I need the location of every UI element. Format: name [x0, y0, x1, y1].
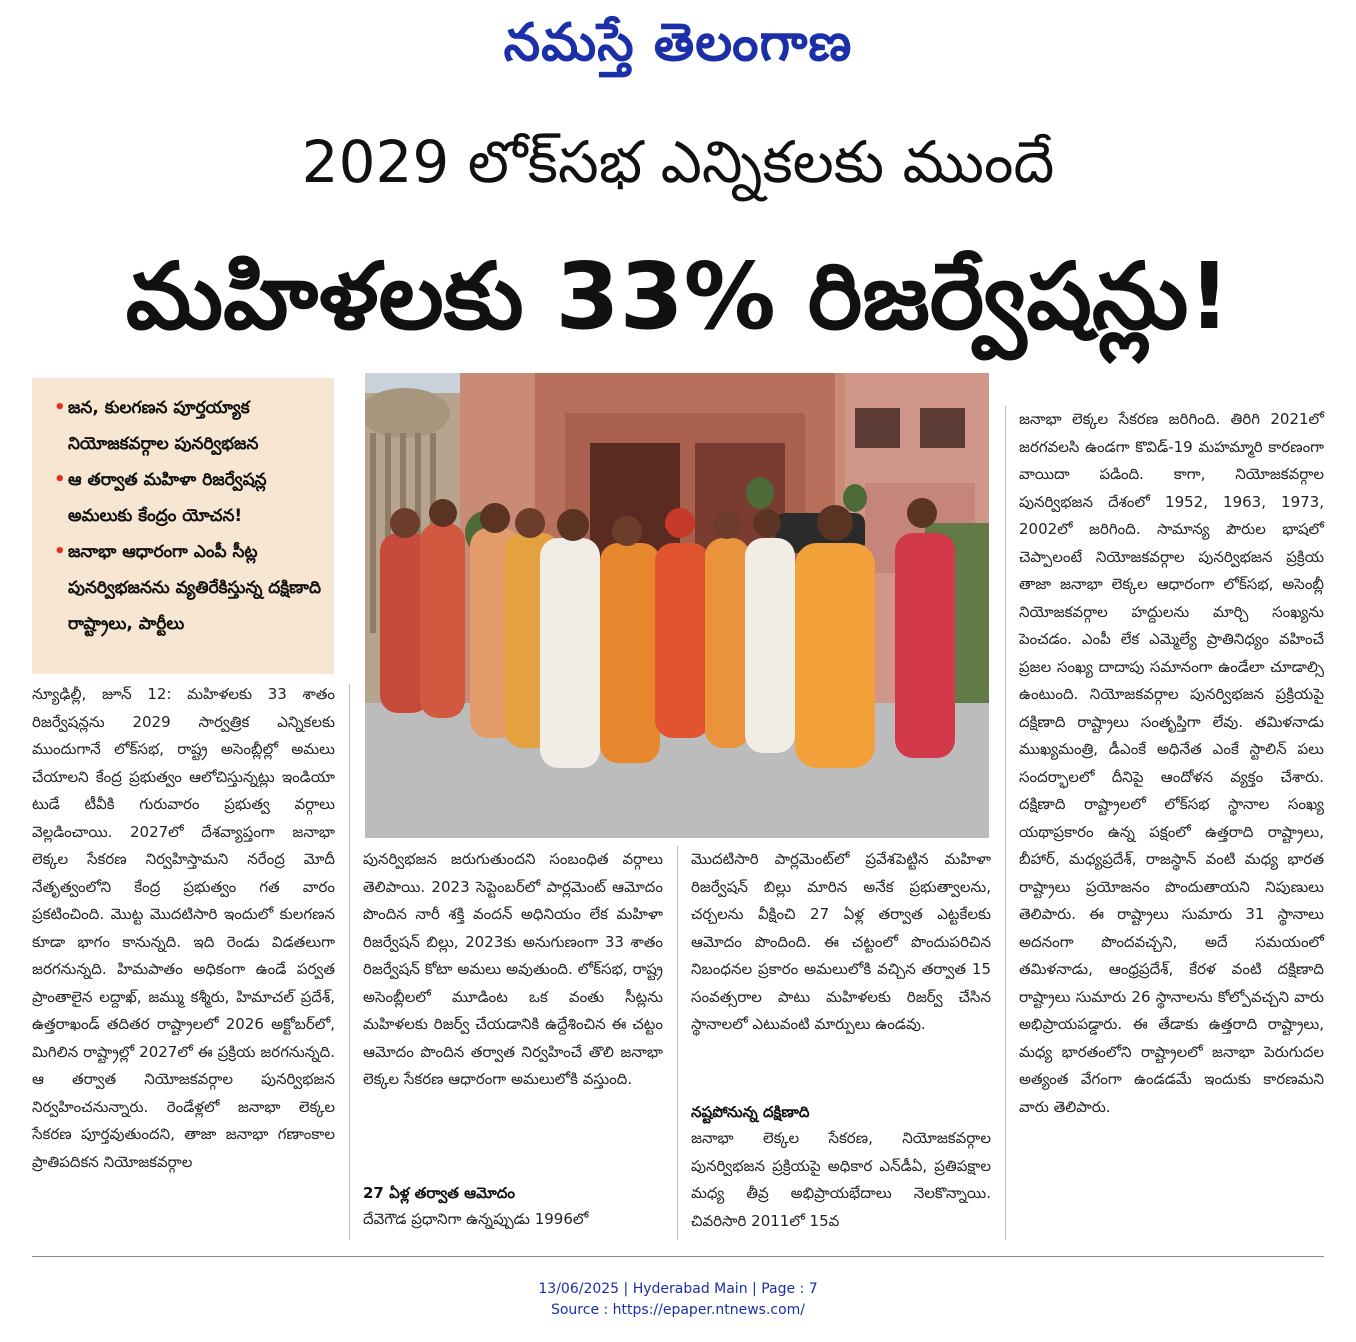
- bullet-icon: •: [54, 469, 66, 490]
- news-photo: [365, 373, 989, 838]
- subheading-south: నష్టపోనున్న దక్షిణాది: [691, 1103, 810, 1121]
- footer-date-edition: 13/06/2025 | Hyderabad Main | Page : 7: [538, 1281, 818, 1297]
- highlight-item: • ఆ తర్వాత మహిళా రిజర్వేషన్ల అమలుకు కేంద్రం యోచన!: [54, 462, 324, 534]
- footer-rule: [32, 1256, 1324, 1257]
- bullet-icon: •: [54, 541, 66, 562]
- article-column-1: న్యూఢిల్లీ, జూన్ 12: మహిళలకు 33 శాతం రిజర్వేషన్లను 2029 సార్వత్రిక ఎన్నికలకు ముందుగానే లోక్‌సభ, రాష్ట్ర అసెంబ్లీల్లో అమలు చేయాలని కేంద్ర ప్రభుత్వం ఆలోచిస్తున్నట్లు ఇండియా టుడే టీవీకి గురువారం ప్రభుత్వ వర్గాలు వెల్లడించాయి. 2027లో దేశవ్యాప్తంగా జనాభా లెక్కల సేకరణ నిర్వహిస్తామని నరేంద్ర మోదీ నేతృత్వంలోని కేంద్ర ప్రభుత్వం గత వారం ప్రకటించింది. మొట్ట మొదటిసారి ఇందులో కులగణన కూడా భాగం కానున్నది. ఇది రెండు విడతలుగా జరగనున్నది. హిమపాతం అధికంగా ఉండే పర్వత ప్రాంతాలైన లద్దాఖ్, జమ్ము కశ్మీరు, హిమాచల్ ప్రదేశ్, ఉత్తరాఖండ్ తదితర రాష్ట్రాలలో 2026 అక్టోబర్‌లో, మిగిలిన రాష్ట్రాల్లో 2027లో ఈ ప్రక్రియ జరగనున్నది. ఆ తర్వాత నియోజకవర్గాల పునర్విభజన నిర్వహించనున్నారు. రెండేళ్లలో జనాభా లెక్కల సేకరణ పూర్తవుతుందని, తాజా జనాభా గణాంకాల ప్రాతిపదికన నియోజకవర్గాల: [32, 685, 335, 1171]
- article-column-2: పునర్విభజన జరుగుతుందని సంబంధిత వర్గాలు తెలిపాయి. 2023 సెప్టెంబర్‌లో పార్లమెంట్ ఆమోదం పొందిన నారీ శక్తి వందన్ అధినియం లేక మహిళా రిజర్వేషన్ బిల్లు, 2023కు అనుగుణంగా 33 శాతం రిజర్వేషన్ కోటా అమలు అవుతుంది. లోక్‌సభ, రాష్ట్ర అసెంబ్లీలలో మూడింట ఒక వంతు సీట్లను మహిళలకు రిజర్వ్ చేయడానికి ఉద్దేశించిన ఈ చట్టం ఆమోదం పొందిన తర్వాత నిర్వహించే తొలి జనాభా లెక్కల సేకరణ ఆధారంగా అమలులోకి వస్తుంది.: [363, 850, 663, 1088]
- highlights-box: [32, 378, 334, 674]
- masthead: [0, 8, 1356, 78]
- column-divider: [1005, 406, 1006, 1240]
- subheading-approval: 27 ఏళ్ల తర్వాత ఆమోదం: [363, 1184, 515, 1202]
- column-divider: [349, 684, 350, 1240]
- column-divider: [677, 846, 678, 1240]
- article-column-3: మొదటిసారి పార్లమెంట్‌లో ప్రవేశపెట్టిన మహిళా రిజర్వేషన్ బిల్లు మారిన అనేక ప్రభుత్వాలను, చర్చలను వీక్షించి 27 ఏళ్ల తర్వాత ఎట్టకేలకు ఆమోదం పొందింది. ఈ చట్టంలో పొందుపరిచిన నిబంధనల ప్రకారం అమలులోకి వచ్చిన తర్వాత 15 సంవత్సరాల పాటు మహిళలకు రిజర్వ్ చేసిన స్థానాలలో ఎటువంటి మార్పులు ఉండవు.: [691, 850, 991, 1033]
- highlight-item: • జన, కులగణన పూర్తయ్యాక నియోజకవర్గాల పునర్విభజన: [54, 390, 324, 462]
- kicker-headline: 2029 లోక్‌సభ ఎన్నికలకు ముందే: [301, 128, 1055, 196]
- newspaper-logo: నమస్తే తెలంగాణ: [503, 13, 853, 73]
- article-column-2b: దేవెగౌడ ప్రధానిగా ఉన్నప్పుడు 1996లో: [363, 1210, 589, 1228]
- footer-source: Source : https://epaper.ntnews.com/: [550, 1302, 806, 1318]
- article-column-3b: జనాభా లెక్కల సేకరణ, నియోజకవర్గాల పునర్విభజన ప్రక్రియపై అధికార ఎన్‌డీఏ, ప్రతిపక్షాల మధ్య తీవ్ర అభిప్రాయభేదాలు నెలకొన్నాయి. చివరిసారి 2011లో 15వ: [691, 1129, 991, 1230]
- article-column-4: జనాభా లెక్కల సేకరణ జరిగింది. తిరిగి 2021లో జరగవలసి ఉండగా కొవిడ్-19 మహమ్మారి కారణంగా వాయిదా పడింది. కాగా, నియోజకవర్గాల పునర్విభజన దేశంలో 1952, 1963, 1973, 2002లో జరిగింది. సామాన్య పౌరుల భాషలో చెప్పాలంటే నియోజకవర్గాల పునర్విభజన ప్రక్రియ తాజా జనాభా లెక్కల ఆధారంగా లోక్‌సభ, అసెంబ్లీ నియోజకవర్గాల హద్దులను మార్చి సంఖ్యను పెంచడం. ఎంపీ లేక ఎమ్మెల్యే ప్రాతినిధ్యం వహించే ప్రజల సంఖ్య దాదాపు సమానంగా ఉండేలా చూడాల్సి ఉంటుంది. నియోజకవర్గాల పునర్విభజన ప్రక్రియపై దక్షిణాది రాష్ట్రాలు సంతృప్తిగా లేవు. తమిళనాడు ముఖ్యమంత్రి, డీఎంకే అధినేత ఎంకే స్టాలిన్ పలు సందర్భాలలో దీనిపై ఆందోళన వ్యక్తం చేశారు. దక్షిణాది రాష్ట్రాలలో లోక్‌సభ స్థానాల సంఖ్య యథాప్రకారం ఉన్న పక్షంలో ఉత్తరాది రాష్ట్రాలు, బీహార్, మధ్యప్రదేశ్, రాజస్థాన్ వంటి మధ్య భారత రాష్ట్రాలు ప్రయోజనం పొందుతాయని నిపుణులు తెలిపారు. ఈ రాష్ట్రాలు సుమారు 31 స్థానాలు అదనంగా పొందవచ్చని, అదే సమయంలో తమిళనాడు, ఆంధ్రప్రదేశ్, కేరళ వంటి దక్షిణాది రాష్ట్రాలు సుమారు 26 స్థానాలను కోల్పోవచ్చని వారు అభిప్రాయపడ్డారు. ఈ తేడాకు ఉత్తరాది రాష్ట్రాలు, మధ్య భారతంలోని రాష్ట్రాలలో జనాభా పెరుగుదల అత్యంత వేగంగా ఉండడమే ఇందుకు కారణమని వారు తెలిపారు.: [1019, 410, 1324, 1116]
- highlight-item: • జనాభా ఆధారంగా ఎంపీ సీట్ల పునర్విభజనను వ్యతిరేకిస్తున్న దక్షిణాది రాష్ట్రాలు, పార్టీలు: [54, 534, 324, 642]
- bullet-icon: •: [54, 397, 66, 418]
- main-headline: మహిళలకు 33% రిజర్వేషన్లు!: [125, 243, 1231, 350]
